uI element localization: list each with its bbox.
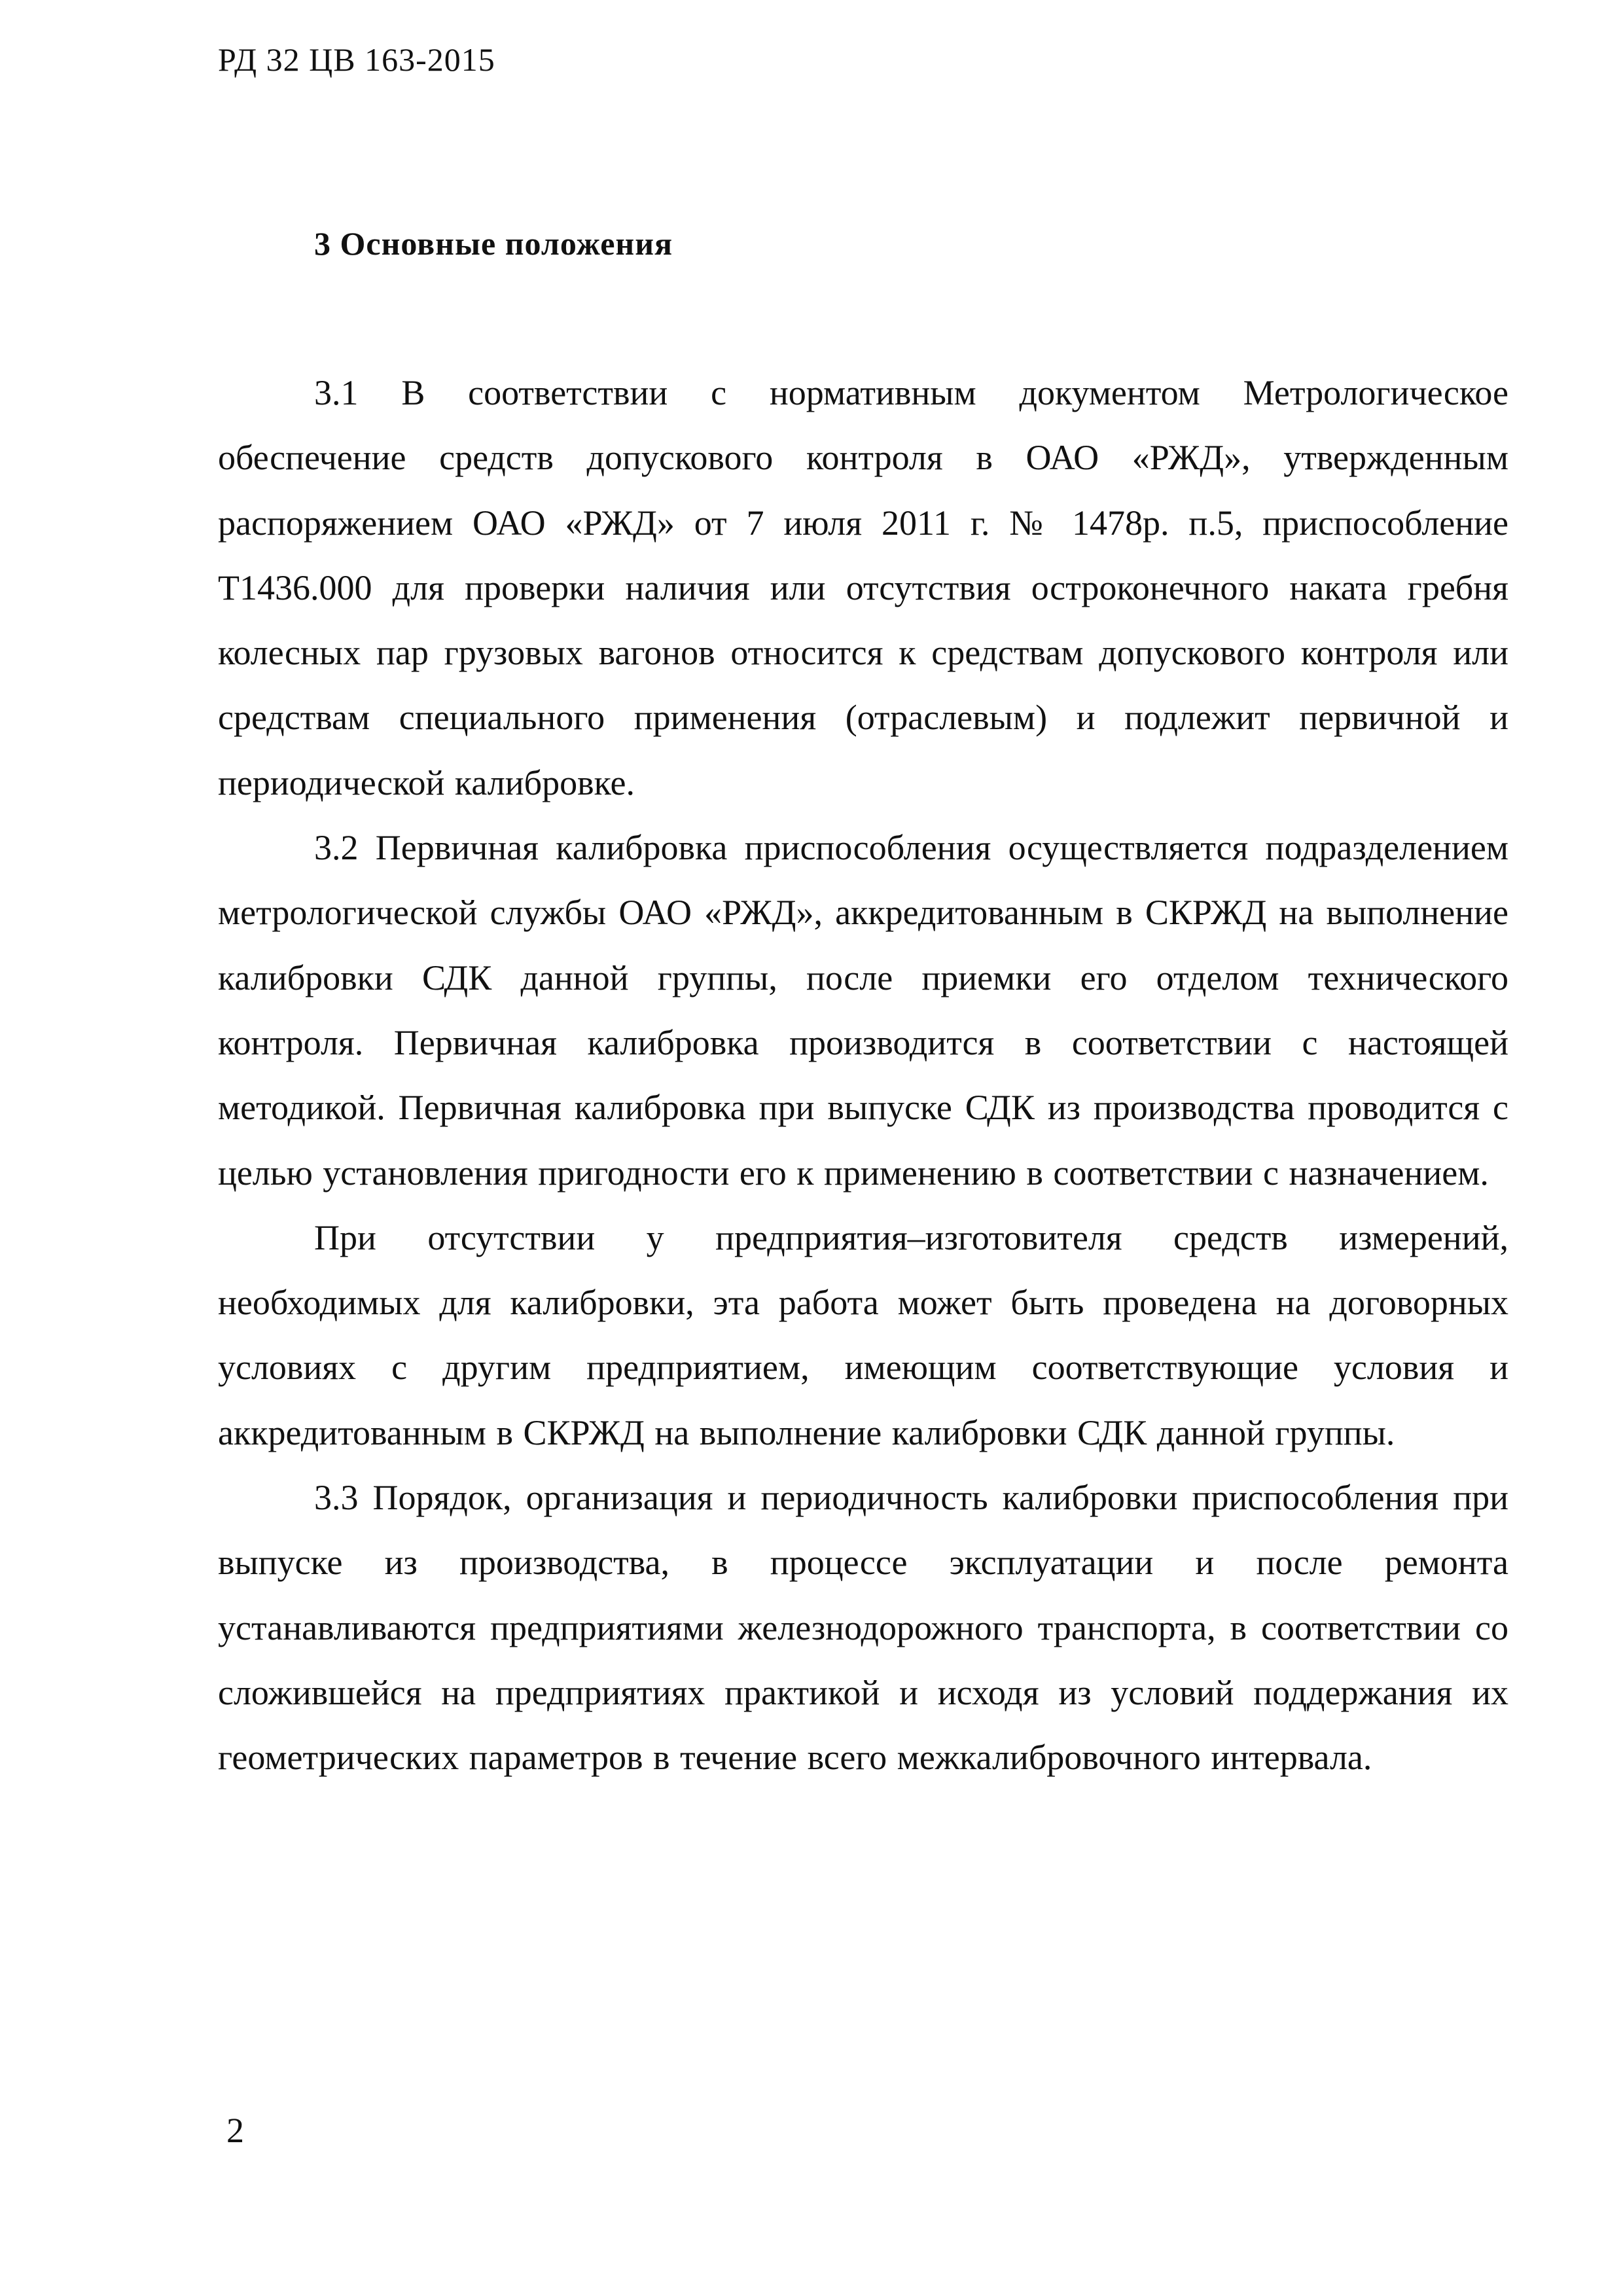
page-number: 2 (226, 2111, 244, 2150)
section-heading: 3 Основные положения (314, 225, 673, 262)
paragraph-3-3: 3.3 Порядок, организация и периодичность калибровки приспособления при выпуске из производства, в процессе эксплуатации и после ремонта устанавливаются предприятиями железнодорожного транспорта, в соответствии со сложившейся на предприятиях практикой и исходя из условий поддержания их геометрических параметров в течение всего межкалибровочного интервала. (218, 1478, 1508, 1778)
document-code: РД 32 ЦВ 163-2015 (218, 41, 495, 78)
paragraph-3-1: 3.1 В соответствии с нормативным документом Метрологическое обеспечение средств допускового контроля в ОАО «РЖД», утвержденным распоряжением ОАО «РЖД» от 7 июля 2011 г. № 1478р. п.5, приспособление Т1436.000 для проверки наличия или отсутствия остроконечного наката гребня колесных пар грузовых вагонов относится к средствам допускового контроля или средствам специального применения (отраслевым) и подлежит первичной и периодической калибровке. (218, 373, 1508, 802)
section-body (218, 361, 1508, 1791)
paragraph-3-2: 3.2 Первичная калибровка приспособления осуществляется подразделением метрологической службы ОАО «РЖД», аккредитованным в СКРЖД на выполнение калибровки СДК данной группы, после приемки его отделом технического контроля. Первичная калибровка производится в соответствии с настоящей методикой. Первичная калибровка при выпуске СДК из производства проводится с целью установления пригодности его к применению в соответствии с назначением. (218, 828, 1508, 1193)
paragraph-3-2-continued: При отсутствии у предприятия–изготовителя средств измерений, необходимых для калибровки, эта работа может быть проведена на договорных условиях с другим предприятием, имеющим соответствующие условия и аккредитованным в СКРЖД на выполнение калибровки СДК данной группы. (218, 1217, 1508, 1452)
